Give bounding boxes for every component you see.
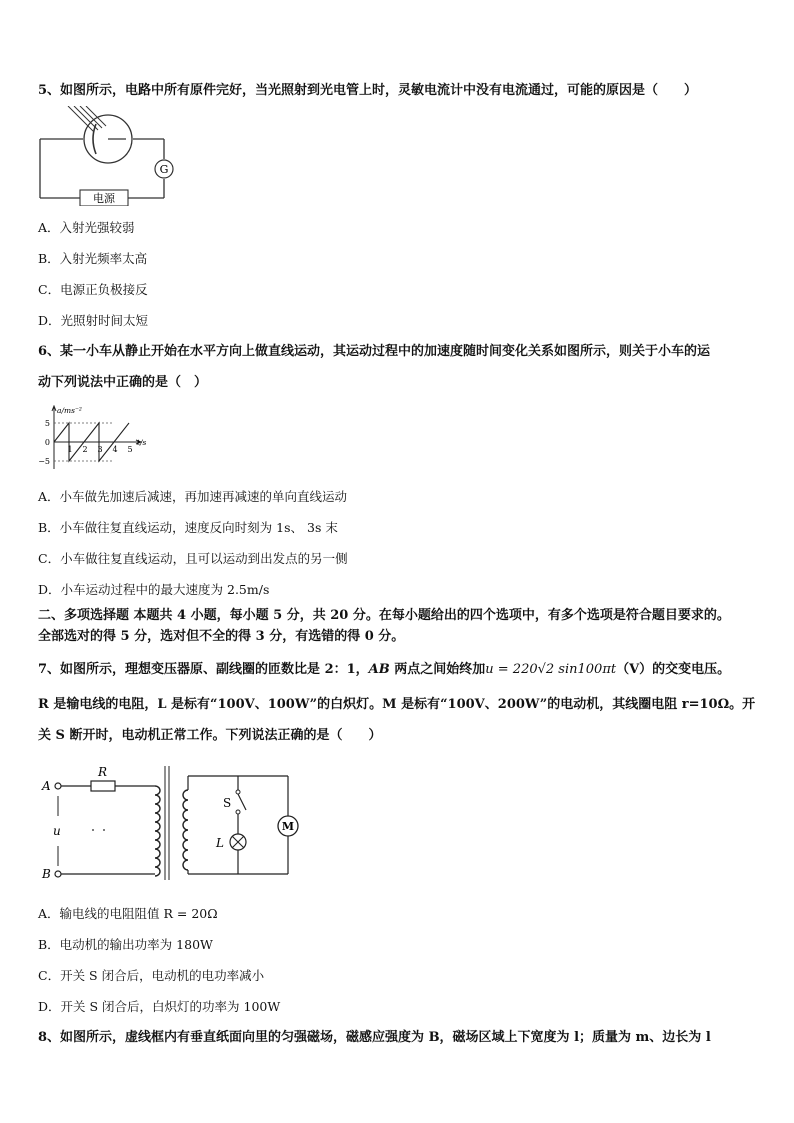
q5-option-d: D．光照射时间太短: [38, 313, 149, 328]
q5-photoelectric-circuit-figure: [38, 106, 178, 206]
terminal-a-label: A: [42, 779, 51, 793]
q7-option-b: B．电动机的输出功率为 180W: [38, 937, 213, 952]
y-axis-label: a/ms⁻²: [57, 406, 82, 415]
q7-voltage-formula: u = 220√2 sin100πt: [485, 662, 617, 677]
lamp-l-label: L: [216, 836, 224, 850]
q7-stem-part-a: 7、如图所示，理想变压器原、副线圈的匝数比是 2：1，: [38, 662, 369, 677]
q7-stem-part-b: 两点之间始终加: [389, 662, 486, 677]
x-tick-label: 4: [112, 445, 118, 454]
q6-option-c: C．小车做往复直线运动，且可以运动到出发点的另一侧: [38, 551, 348, 566]
q7-stem-line1: [38, 661, 730, 679]
q5-option-b: B．入射光频率太高: [38, 251, 148, 266]
q5-option-c: C．电源正负极接反: [38, 282, 148, 297]
q8-stem: 8、如图所示，虚线框内有垂直纸面向里的匀强磁场，磁感应强度为 B，磁场区域上下宽度为 l；质量为 m、边长为 l: [38, 1030, 711, 1045]
q7-option-d: D．开关 S 闭合后，白炽灯的功率为 100W: [38, 999, 281, 1014]
terminal-b-label: B: [42, 867, 51, 881]
q6-option-d: D．小车运动过程中的最大速度为 2.5m/s: [38, 582, 270, 597]
motor-m-label: M: [281, 820, 295, 833]
q5-stem: 5、如图所示，电路中所有原件完好，当光照射到光电管上时，灵敏电流计中没有电流通过，可能的原因是（ ）: [38, 83, 698, 98]
y-tick-label: −5: [38, 457, 50, 466]
q5-option-a: A．入射光强较弱: [38, 220, 135, 235]
q7-stem-line2: R 是输电线的电阻，L 是标有“100V、100W”的白炽灯。M 是标有“100V、200W”的电动机，其线圈电阻 r=10Ω。开: [38, 697, 756, 712]
x-axis-label: t/s: [137, 438, 147, 447]
section2-header-line2: 全部选对的得 5 分，选对但不全的得 3 分，有选错的得 0 分。: [38, 629, 405, 644]
x-tick-label: 3: [97, 445, 103, 454]
q7-stem-ab: AB: [368, 662, 390, 677]
galvanometer-label: G: [159, 163, 169, 176]
q6-acceleration-time-chart: [34, 405, 154, 473]
x-tick-label: 5: [127, 445, 133, 454]
q7-transformer-circuit-figure: [38, 760, 308, 885]
y-tick-label: 5: [44, 419, 50, 428]
x-tick-label: 2: [82, 445, 88, 454]
q7-stem-part-c: （V）的交变电压。: [616, 662, 731, 677]
q6-option-a: A．小车做先加速后减速，再加速再减速的单向直线运动: [38, 489, 348, 504]
q7-option-a: A．输电线的电阻阻值 R = 20Ω: [38, 906, 218, 921]
y-tick-label: 0: [44, 438, 50, 447]
q6-option-b: B．小车做往复直线运动，速度反向时刻为 1s、 3s 末: [38, 520, 338, 535]
section2-header-line1: 二、多项选择题 本题共 4 小题，每小题 5 分，共 20 分。在每小题给出的四个选项中，有多个选项是符合题目要求的。: [38, 608, 730, 623]
power-source-label: 电源: [93, 192, 115, 205]
switch-s-label: S: [223, 796, 232, 810]
voltage-u-label: u: [53, 824, 61, 838]
x-tick-label: 1: [67, 445, 73, 454]
q6-stem-line2: 动下列说法中正确的是（ ）: [38, 375, 208, 390]
resistor-r-label: R: [98, 765, 108, 779]
q7-option-c: C．开关 S 闭合后，电动机的电功率减小: [38, 968, 265, 983]
q6-stem-line1: 6、某一小车从静止开始在水平方向上做直线运动，其运动过程中的加速度随时间变化关系如图所示，则关于小车的运: [38, 344, 711, 359]
q7-stem-line3: 关 S 断开时，电动机正常工作。下列说法正确的是（ ）: [38, 728, 382, 743]
